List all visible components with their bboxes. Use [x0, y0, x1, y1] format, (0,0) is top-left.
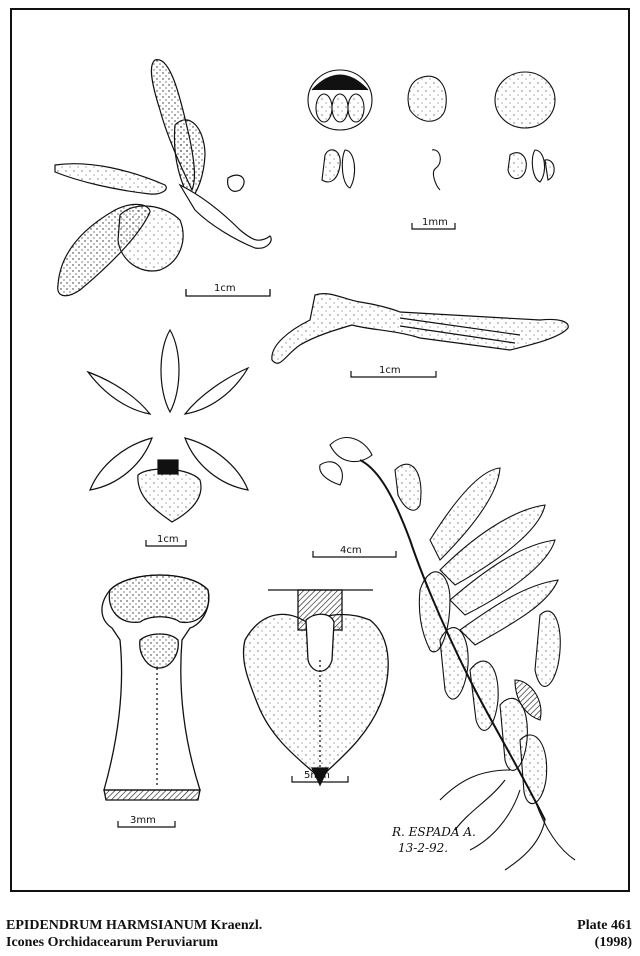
signature-date: 13-2-92. — [398, 841, 449, 855]
scale-bar-lip — [118, 815, 175, 827]
floral-parts — [308, 70, 555, 190]
lip-detail-drawing — [243, 590, 388, 785]
plate-number: Plate 461 — [577, 918, 632, 933]
scale-label-parts: 1mm — [422, 217, 448, 228]
column-drawing — [272, 294, 568, 364]
scale-bar-parts — [412, 217, 455, 229]
scale-label-lip: 3mm — [130, 815, 156, 826]
scale-bar-flower — [186, 283, 270, 296]
plate-number-block — [577, 917, 632, 951]
signature-name: R. ESPADA A. — [392, 825, 476, 839]
scale-bar-dissection — [146, 534, 186, 546]
perianth-dissection — [88, 330, 248, 522]
scale-bar-habit — [313, 545, 396, 557]
scale-label-dissection: 1cm — [157, 534, 179, 545]
scale-bar-column — [351, 365, 436, 377]
plate-caption — [6, 917, 262, 951]
flower-drawing — [55, 60, 271, 296]
species-title: EPIDENDRUM HARMSIANUM Kraenzl. — [6, 918, 263, 933]
scale-label-column: 1cm — [379, 365, 401, 376]
scale-label-flower: 1cm — [214, 283, 236, 294]
lip-drawing — [102, 575, 209, 800]
artist-signature — [391, 825, 476, 855]
scale-label-habit: 4cm — [340, 545, 362, 556]
scale-bar-lip-detail — [292, 770, 348, 782]
series-title: Icones Orchidacearum Peruviarum — [6, 935, 219, 950]
scale-label-lip-detail: 5mm — [304, 770, 330, 781]
plate-year: (1998) — [594, 935, 632, 950]
